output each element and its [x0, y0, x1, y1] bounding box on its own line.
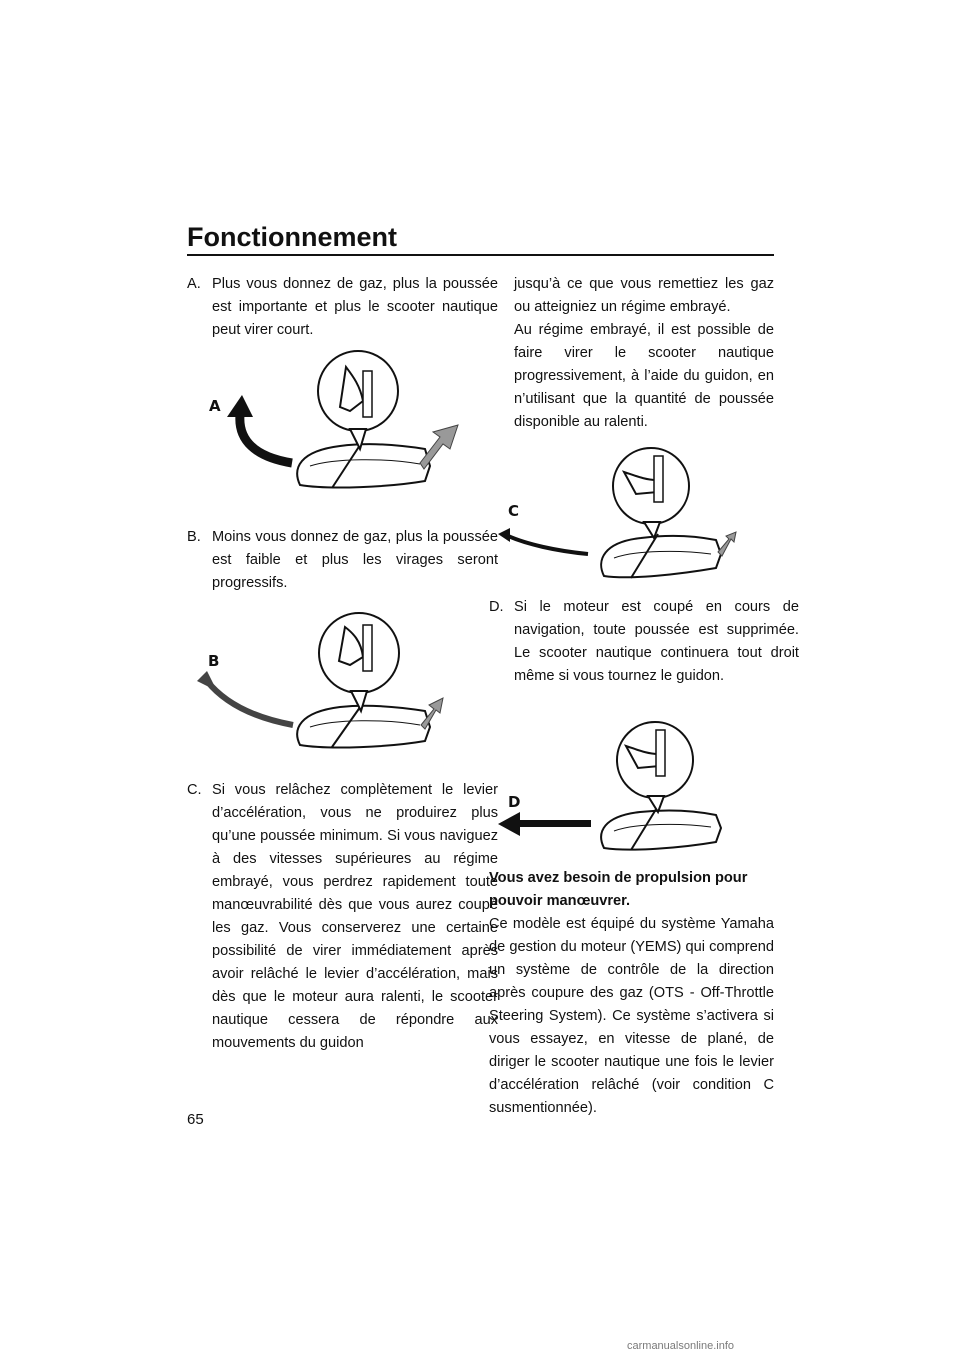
title-rule	[187, 254, 774, 256]
turn-arrow-icon	[197, 671, 217, 691]
figure-d-label: D	[508, 793, 521, 811]
figure-c-label: C	[508, 502, 520, 520]
item-c-note: Au régime embrayé, il est possible de faire virer le scooter nautique progressivement, à l’aide du guidon, en n’utilisant que la quantité de poussée disponible au ralenti.	[514, 322, 774, 430]
item-d-label: D.	[489, 599, 504, 615]
turn-arrow-icon	[498, 528, 510, 542]
item-d-text: Si le moteur est coupé en cours de navigation, toute poussée est supprimée. Le scooter nautique continuera tout droit même si vous tournez le guidon.	[514, 599, 799, 684]
figure-c-released-throttle	[496, 436, 756, 586]
propulsion-body: Ce modèle est équipé du système Yamaha de gestion du moteur (YEMS) qui comprend un système de contrôle de la direction après coupure des gaz (OTS - Off-Throttle Steering System). Ce système s’activera si vous essayez, en vitesse de plané, de diriger le scooter nautique une fois le levier d’accélération relâché (voir condition C susmentionnée).	[489, 916, 774, 1116]
item-b	[187, 526, 498, 595]
thrust-arrow-icon	[718, 532, 736, 556]
item-c-label: C.	[187, 782, 202, 798]
item-a-label: A.	[187, 276, 201, 292]
figure-a-full-throttle	[200, 345, 475, 505]
figure-b-partial-throttle	[195, 607, 475, 767]
item-b-text: Moins vous donnez de gaz, plus la poussée est faible et plus les virages seront progressifs.	[212, 529, 498, 591]
item-a-text: Plus vous donnez de gaz, plus la poussée est importante et plus le scooter nautique peut virer court.	[212, 276, 498, 338]
item-a	[187, 273, 498, 342]
item-b-label: B.	[187, 529, 201, 545]
page-number: 65	[187, 1111, 204, 1128]
item-d	[489, 596, 799, 688]
straight-arrow-icon	[498, 812, 520, 836]
figure-d-engine-stopped	[498, 712, 738, 862]
turn-arrow-icon	[227, 395, 253, 417]
thrust-arrow-icon	[420, 425, 458, 469]
propulsion-heading: Vous avez besoin de propulsion pour pouvoir manœuvrer.	[489, 870, 748, 909]
footer-watermark: carmanualsonline.info	[627, 1340, 735, 1352]
figure-a-label: A	[209, 397, 221, 415]
item-c-continued: jusqu’à ce que vous remettiez les gaz ou atteigniez un régime embrayé.	[514, 276, 774, 315]
page-title: Fonctionnement	[187, 222, 397, 252]
figure-b-label: B	[208, 652, 220, 670]
item-c-text: Si vous relâchez complètement le levier d’accélération, vous ne produirez plus qu’une poussée minimum. Si vous naviguez à des vitesses supérieures au régime embrayé, vous perdrez rapidement toute manœuvrabilité dès que vous aurez coupé les gaz. Vous conserverez une certaine possibilité de virer immédiatement après avoir relâché le levier d’accélération, mais dès que le moteur aura ralenti, le scooter nautique cessera de répondre aux mouvements du guidon	[212, 782, 498, 1051]
item-c	[187, 779, 498, 1055]
